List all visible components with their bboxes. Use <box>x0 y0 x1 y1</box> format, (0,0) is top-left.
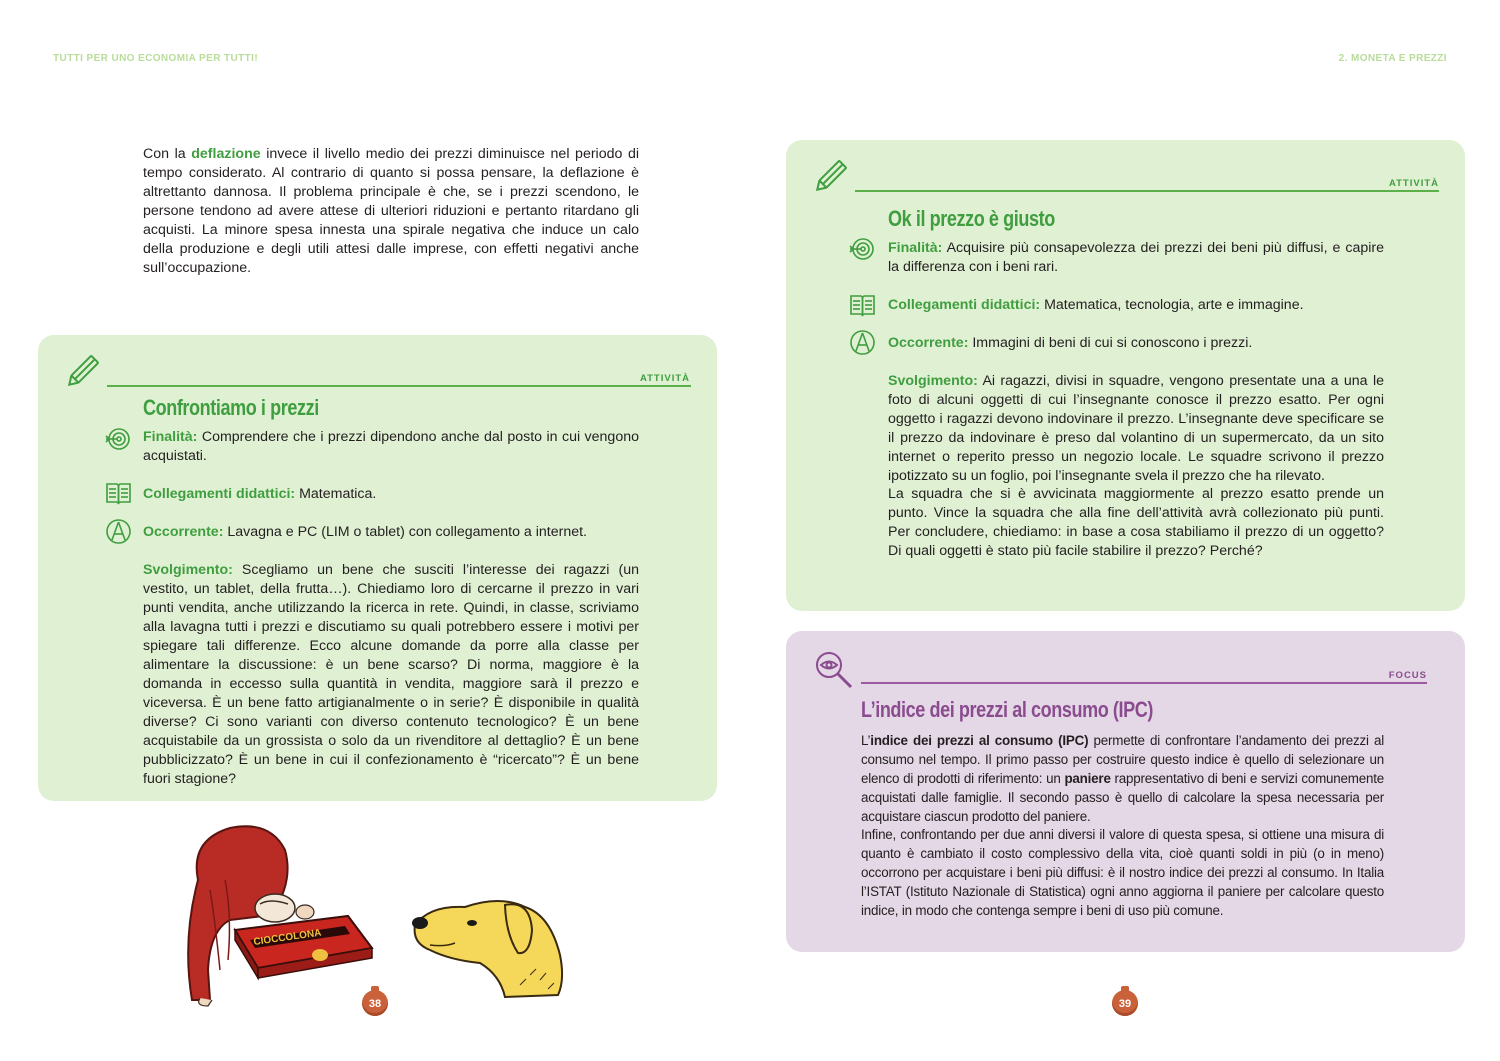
finalita-label: Finalità: <box>143 429 198 445</box>
activity2-title: Ok il prezzo è giusto <box>888 206 1055 231</box>
focus-tag: FOCUS <box>1388 670 1427 681</box>
svolgimento-text: Scegliamo un bene che susciti l’interesse dei ragazzi (un vestito, un tablet, della frutta…). Chiediamo loro di cercarne il prezzo in vari punti vendita, anche utilizzando la ricerca in rete. Quindi, in classe, scriviamo alla lavagna tutti i prezzi e discutiamo su quali potrebbero essere i motivi per spiegare tali differenze. Ecco alcune domande da porre alla classe per alimentare la discussione: è un bene scarso? Di norma, maggiore è la domanda in eccesso sulla quantità in vendita, maggiore sarà il prezzo e viceversa. È un bene fatto artigianalmente o in serie? È disponibile in qualità diverse? Ci sono varianti con diverso contenuto tecnologico? È un bene acquistabile da un grossista o solo da un rivenditore al dettaglio? È un bene pubblicizzato? È un bene in cui il confezionamento è “ricercato”? È un bene fuori stagione? <box>143 562 639 787</box>
activity1-title: Confrontiamo i prezzi <box>143 395 319 420</box>
svolgimento-text: Ai ragazzi, divisi in squadre, vengono presentate una a una le foto di alcuni oggetti di cui l’insegnante conosce il prezzo esatto. Per ogni oggetto i ragazzi devono indovinare il prezzo. L’insegnante deve specificare se il prezzo da indovinare è preso dal volantino di un supermercato, da un sito internet o reperito presso un negozio locale. Le squadre scrivono il prezzo ipotizzato su un foglio, poi l’insegnante svela il prezzo che ha rilevato. <box>888 373 1384 484</box>
activity1-svolgimento <box>143 561 639 789</box>
page-number-right: 39 <box>1112 990 1138 1016</box>
running-head-left: TUTTI PER UNO ECONOMIA PER TUTTI! <box>53 53 259 64</box>
activity1-finalita <box>143 428 639 466</box>
focus-p1-post: rappresentativo di beni e servizi comunemente acquistati dalle famiglie. Il secondo passo è quello di calcolare la spesa necessaria per acquistare ciascun prodotto del paniere. <box>861 771 1384 824</box>
activity2-svolgimento <box>888 372 1384 486</box>
activity2-tag: ATTIVITÀ <box>1388 178 1439 189</box>
compass-icon <box>105 518 132 545</box>
activity1-collegamenti <box>143 485 639 504</box>
target-icon <box>105 426 131 452</box>
focus-rule <box>861 682 1427 684</box>
svolgimento-label: Svolgimento: <box>143 562 233 578</box>
focus-paragraph-1 <box>861 731 1384 826</box>
intro-pre: Con la <box>143 146 192 162</box>
activity1-tag: ATTIVITÀ <box>639 373 690 384</box>
illustration-person-chocolate <box>180 820 380 1010</box>
activity1-occorrente <box>143 523 639 542</box>
pencil-icon <box>810 157 850 197</box>
activity2-finalita <box>888 239 1384 277</box>
activity1-rule <box>107 385 691 387</box>
svolgimento-label: Svolgimento: <box>888 373 978 389</box>
occorrente-label: Occorrente: <box>143 524 224 540</box>
occorrente-text: Lavagna e PC (LIM o tablet) con collegamento a internet. <box>223 524 587 540</box>
pencil-icon <box>62 352 102 392</box>
compass-icon <box>849 329 876 356</box>
running-head-right: 2. MONETA E PREZZI <box>1338 53 1447 64</box>
illustration-dog <box>410 885 570 1000</box>
collegamenti-label: Collegamenti didattici: <box>143 486 296 502</box>
activity2-occorrente <box>888 334 1384 353</box>
occorrente-label: Occorrente: <box>888 335 969 351</box>
activity2-rule <box>855 190 1439 192</box>
focus-p1-bold2: paniere <box>1064 771 1111 786</box>
collegamenti-text: Matematica. <box>295 486 377 502</box>
book-icon <box>105 481 132 505</box>
collegamenti-label: Collegamenti didattici: <box>888 297 1041 313</box>
focus-p1-mid: permette di confrontare l’andamento dei prezzi al consumo nel tempo. Il primo passo per costruire questo indice è quello di selezionare un elenco di prodotti di riferimento: un <box>861 733 1384 786</box>
finalita-label: Finalità: <box>888 240 943 256</box>
focus-paragraph-2: Infine, confrontando per due anni diversi il valore di questa spesa, si ottiene una misura di quanto è cambiato il costo complessivo della vita, cioè quanti soldi in più (o in meno) occorrono per acquistare i beni più diffusi: è il nostro indice dei prezzi al consumo. In Italia l’ISTAT (Istituto Nazionale di Statistica) ogni anno aggiorna il paniere per calcolare questo indice, in modo che contenga sempre i beni di uso più comune. <box>861 827 1384 918</box>
finalita-text: Comprendere che i prezzi dipendono anche dal posto in cui vengono acquistati. <box>143 429 639 464</box>
intro-text: invece il livello medio dei prezzi diminuisce nel periodo di tempo considerato. Al contrario di quanto si possa pensare, la deflazione è altrettanto dannosa. Il problema principale è che, se i prezzi scendono, le persone tendono ad avere attese di ulteriori riduzioni e pertanto ritardano gli acquisti. La minore spesa innesta una spirale negativa che induce un calo della produzione e degli utili attesi dalle imprese, con effetti negativi anche sull’occupazione. <box>143 146 640 276</box>
focus-title: L’indice dei prezzi al consumo (IPC) <box>861 697 1153 722</box>
finalita-text: Acquisire più consapevolezza dei prezzi dei beni più diffusi, e capire la differenza con i beni rari. <box>888 240 1384 275</box>
focus-p1-bold: indice dei prezzi al consumo (IPC) <box>870 733 1089 748</box>
focus-p1-pre: L’ <box>861 733 871 748</box>
book-icon <box>849 293 876 317</box>
intro-highlight: deflazione <box>191 146 261 162</box>
page-number-left: 38 <box>362 990 388 1016</box>
activity2-svolgimento-2: La squadra che si è avvicinata maggiormente al prezzo esatto prende un punto. Vince la squadra che alla fine dell’attività avrà collezionato più punti. Per concludere, chiediamo: in base a cosa stabiliamo il prezzo di un oggetto? Di quali oggetti è stato più facile stabilire il prezzo? Perché? <box>888 486 1384 559</box>
occorrente-text: Immagini di beni di cui si conoscono i prezzi. <box>968 335 1253 351</box>
intro-paragraph <box>143 145 639 278</box>
collegamenti-text: Matematica, tecnologia, arte e immagine. <box>1040 297 1304 313</box>
target-icon <box>849 236 875 262</box>
chocolate-box-label: CIOCCOLONA <box>252 927 323 948</box>
activity2-collegamenti <box>888 296 1384 315</box>
magnifier-eye-icon <box>812 648 854 690</box>
